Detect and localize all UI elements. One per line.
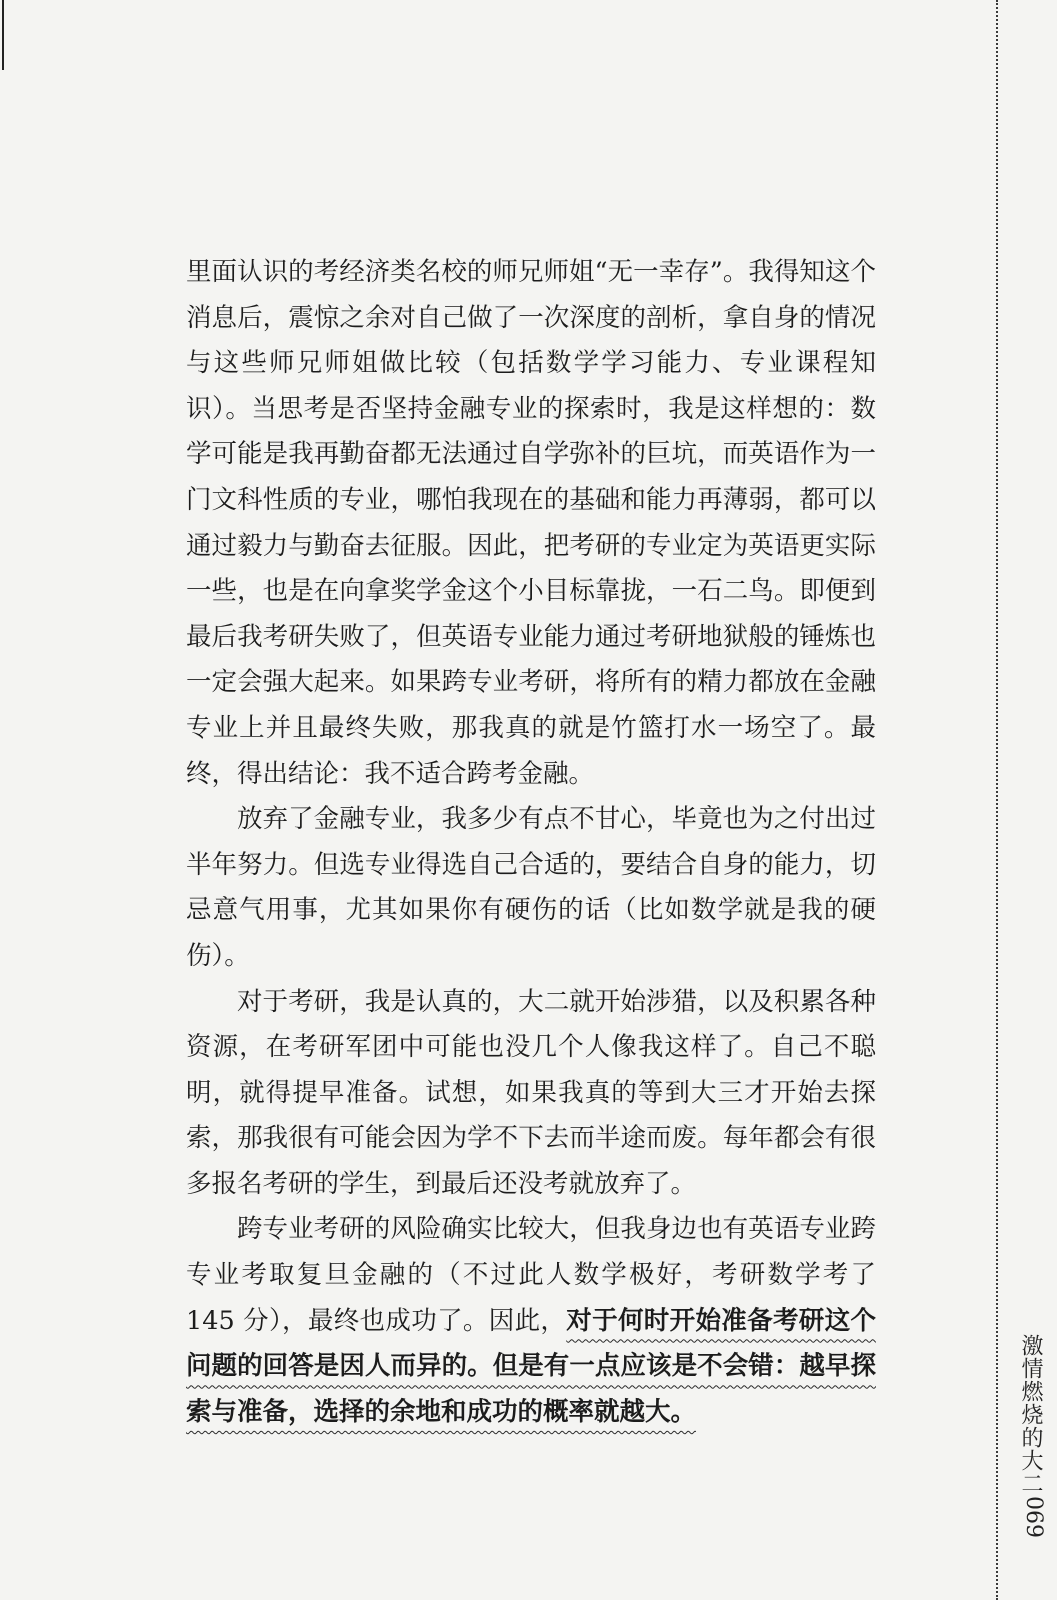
margin-dotted-rule bbox=[996, 0, 998, 1600]
paragraph-3: 对于考研，我是认真的，大二就开始涉猎，以及积累各种资源，在考研军团中可能也没几个人像我这样了。自己不聪明，就得提早准备。试想，如果我真的等到大三才开始去探索，那我很有可能会因为学不下去而半途而废。每年都会有很多报名考研的学生，到最后还没考就放弃了。 bbox=[186, 986, 876, 1199]
paragraph-4 bbox=[186, 1207, 876, 1435]
running-head: 激情燃烧的大二 bbox=[1018, 1334, 1043, 1495]
paragraph-2: 放弃了金融专业，我多少有点不甘心，毕竟也为之付出过半年努力。但选专业得选自己合适的，要结合自身的能力，切忌意气用事，尤其如果你有硬伤的话（比如数学就是我的硬伤）。 bbox=[186, 804, 876, 971]
main-text bbox=[186, 250, 876, 1435]
page-number: 069 bbox=[1021, 1496, 1046, 1538]
paragraph-4-text: 跨专业考研的风险确实比较大，但我身边也有英语专业跨专业考取复旦金融的（不过此人数学极好，考研数学考了 145 分），最终也成功了。因此， bbox=[186, 1214, 876, 1336]
paragraph-1: 里面认识的考经济类名校的师兄师姐“无一幸存”。我得知这个消息后，震惊之余对自己做了一次深度的剖析，拿自身的情况与这些师兄师姐做比较（包括数学学习能力、专业课程知识）。当思考是否坚持金融专业的探索时，我是这样想的：数学可能是我再勤奋都无法通过自学弥补的巨坑，而英语作为一门文科性质的专业，哪怕我现在的基础和能力再薄弱，都可以通过毅力与勤奋去征服。因此，把考研的专业定为英语更实际一些，也是在向拿奖学金这个小目标靠拢，一石二鸟。即便到最后我考研失败了，但英语专业能力通过考研地狱般的锤炼也一定会强大起来。如果跨专业考研，将所有的精力都放在金融专业上并且最终失败，那我真的就是竹篮打水一场空了。最终，得出结论：我不适合跨考金融。 bbox=[186, 257, 876, 789]
page-edge-shadow bbox=[2, 0, 4, 70]
emphasized-conclusion: 对于何时开始准备考研这个问题的回答是因人而异的。但是有一点应该是不会错：越早探索与准备，选择的余地和成功的概率就越大。 bbox=[186, 1305, 876, 1427]
